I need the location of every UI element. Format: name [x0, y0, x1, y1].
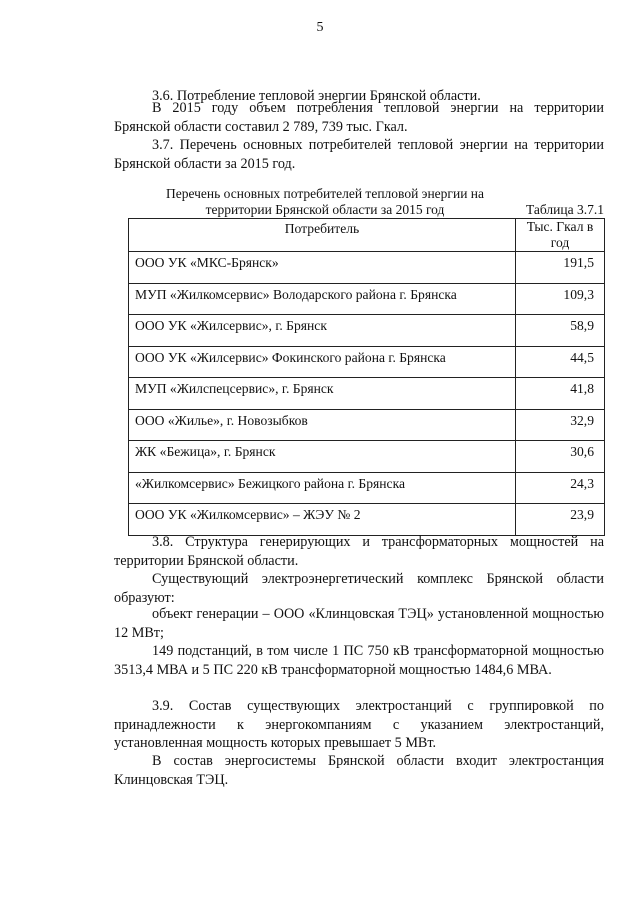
- row-name: ООО УК «Жилкомсервис» – ЖЭУ № 2: [129, 504, 516, 536]
- row-value: 32,9: [516, 409, 605, 441]
- consumers-table: [128, 218, 605, 536]
- table-row: [129, 472, 605, 504]
- table-row: [129, 409, 605, 441]
- row-name: МУП «Жилкомсервис» Володарского района г. Брянска: [129, 283, 516, 315]
- section-3-8-heading: 3.8. Структура генерирующих и трансформаторных мощностей на территории Брянской области.: [114, 534, 604, 569]
- table-row: [129, 504, 605, 536]
- row-value: 23,9: [516, 504, 605, 536]
- section-3-9-text: В состав энергосистемы Брянской области входит электростанция Клинцовская ТЭЦ.: [114, 753, 604, 788]
- section-3-8-intro: Существующий электроэнергетический комплекс Брянской области образуют:: [114, 571, 604, 606]
- row-value: 30,6: [516, 441, 605, 473]
- table-caption-line1: Перечень основных потребителей тепловой энергии на: [165, 186, 485, 201]
- section-3-6-heading: 3.6. Потребление тепловой энергии Брянской области.: [152, 88, 481, 104]
- section-3-6-text: В 2015 году объем потребления тепловой энергии на территории Брянской области составил 2 789, 739 тыс. Гкал.: [114, 100, 604, 135]
- row-name: ООО «Жилье», г. Новозыбков: [129, 409, 516, 441]
- page-number: 5: [316, 20, 324, 35]
- table-row: [129, 283, 605, 315]
- table-row: [129, 252, 605, 284]
- table-label: Таблица 3.7.1: [526, 202, 604, 217]
- row-name: МУП «Жилспецсервис», г. Брянск: [129, 378, 516, 410]
- row-name: ООО УК «МКС-Брянск»: [129, 252, 516, 284]
- header-value: Тыс. Гкал в год: [516, 219, 605, 252]
- section-3-9-heading: 3.9. Состав существующих электростанций с группировкой по принадлежности к энергокомпаниям с указанием электростанций, установленная мощность которых превышает 5 МВт.: [114, 698, 604, 751]
- table-row: [129, 315, 605, 347]
- row-value: 109,3: [516, 283, 605, 315]
- table-header-row: [129, 219, 605, 252]
- row-name: ЖК «Бежица», г. Брянск: [129, 441, 516, 473]
- table-row: [129, 378, 605, 410]
- row-value: 58,9: [516, 315, 605, 347]
- header-consumer: Потребитель: [129, 219, 516, 252]
- table-row: [129, 346, 605, 378]
- section-3-7-heading: 3.7. Перечень основных потребителей тепловой энергии на территории Брянской области за 2015 год.: [114, 137, 604, 172]
- table-caption: [140, 186, 510, 218]
- row-value: 41,8: [516, 378, 605, 410]
- row-value: 191,5: [516, 252, 605, 284]
- row-value: 44,5: [516, 346, 605, 378]
- table-row: [129, 441, 605, 473]
- row-value: 24,3: [516, 472, 605, 504]
- row-name: «Жилкомсервис» Бежицкого района г. Брянска: [129, 472, 516, 504]
- row-name: ООО УК «Жилсервис» Фокинского района г. Брянска: [129, 346, 516, 378]
- table-caption-line2: территории Брянской области за 2015 год: [205, 202, 445, 217]
- section-3-8-item2: 149 подстанций, в том числе 1 ПС 750 кВ трансформаторной мощностью 3513,4 МВА и 5 ПС 220 кВ трансформаторной мощностью 1484,6 МВА.: [114, 643, 604, 678]
- row-name: ООО УК «Жилсервис», г. Брянск: [129, 315, 516, 347]
- section-3-8-item1: объект генерации – ООО «Клинцовская ТЭЦ» установленной мощностью 12 МВт;: [114, 606, 604, 641]
